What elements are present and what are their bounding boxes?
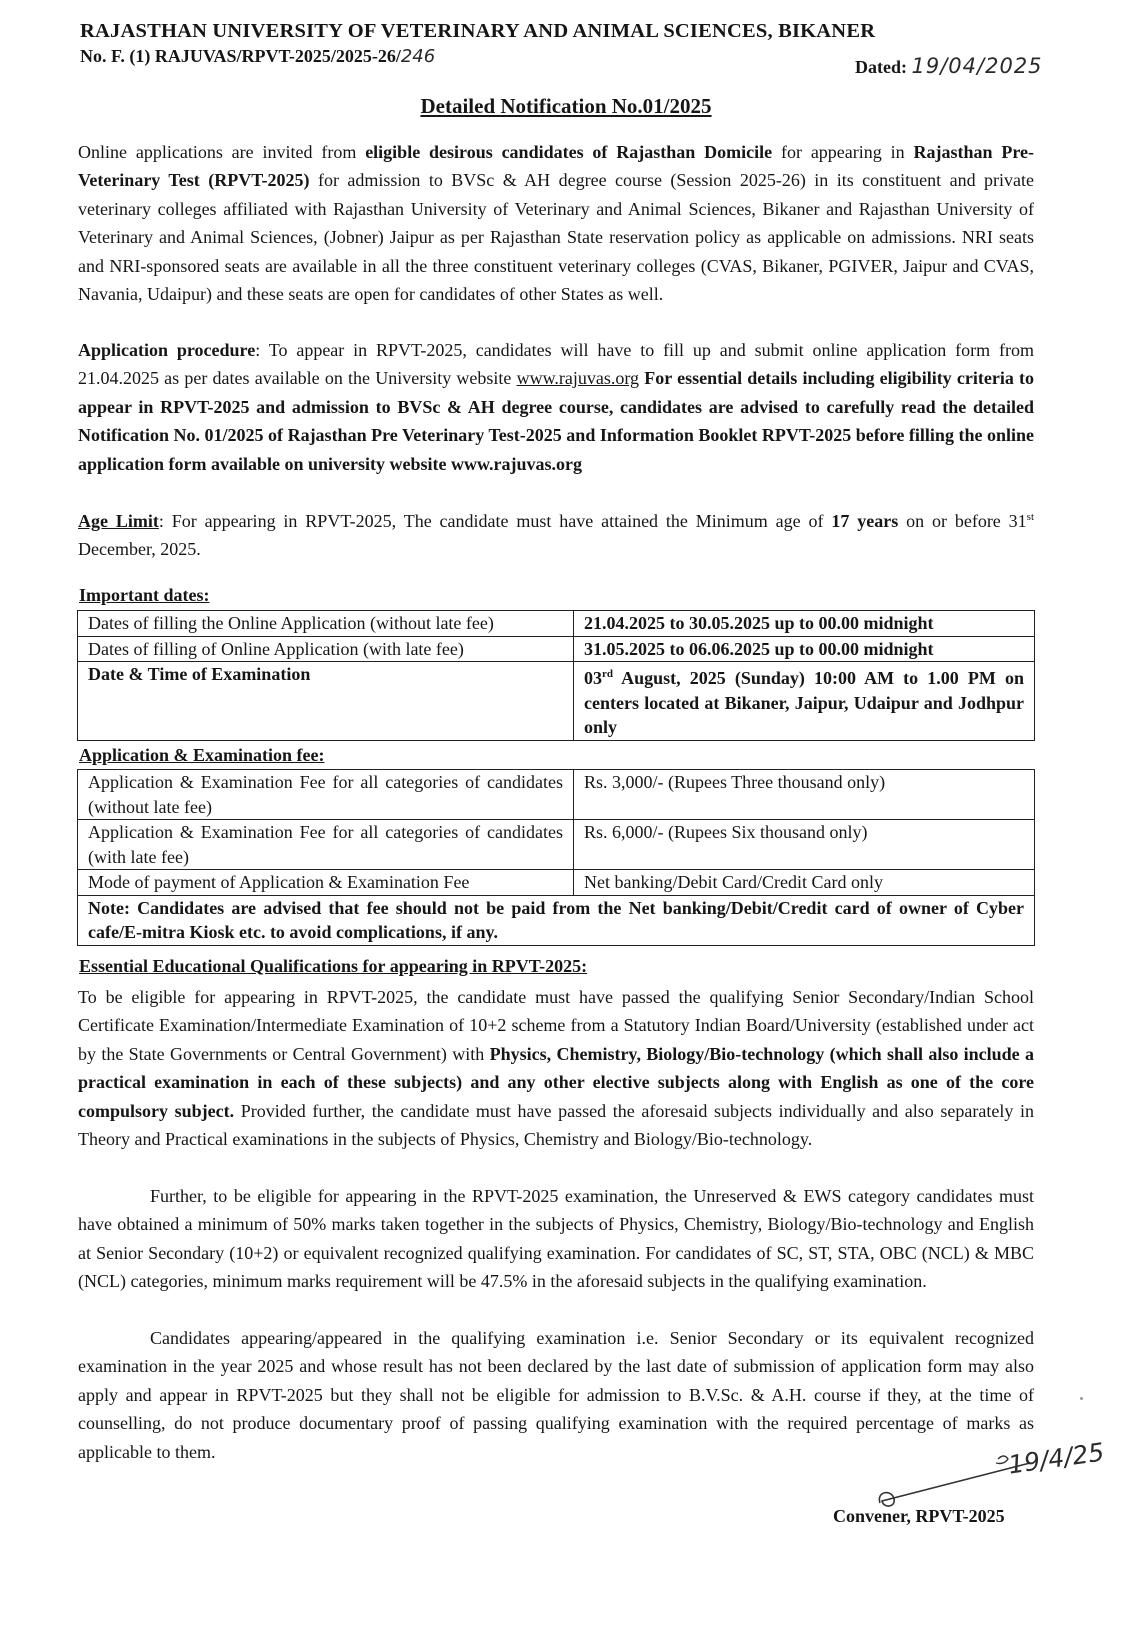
fee-label-cell: Application & Examination Fee for all categories of candidates (without late fee) <box>78 770 574 820</box>
university-website-link[interactable]: www.rajuvas.org <box>516 368 640 389</box>
qualification-paragraph-3: Candidates appearing/appeared in the qualifying examination i.e. Senior Secondary or its equivalent recognized examination in the year 2025 and whose result has not been declared by the last date of submission of application form may also apply and appear in RPVT-2025 but they shall not be eligible for admission to B.V.Sc. & A.H. course if they, at the time of counselling, do not produce documentary proof of passing qualifying examination with the required percentage of marks as applicable to them. <box>78 1328 1034 1462</box>
intro-bold-2: Rajasthan Pre-Veterinary Test (RPVT-2025) <box>78 142 1035 191</box>
reference-number-handwritten: 246 <box>400 46 436 67</box>
date-label-cell: Date & Time of Examination <box>78 662 574 741</box>
fee-heading: Application & Examination fee: <box>79 745 325 765</box>
age-text-2: on or before 31 <box>898 511 1027 531</box>
fee-label-cell: Application & Examination Fee for all categories of candidates (with late fee) <box>78 820 574 870</box>
application-procedure-label: Application procedure <box>78 340 256 360</box>
table-row <box>78 636 1035 662</box>
intro-text-3: for admission to BVSc & AH degree course (Session 2025-26) in its constituent and private veterinary colleges affiliated with Rajasthan University of Veterinary and Animal Sciences, Bikaner and Rajasthan University of Veterinary and Animal Sciences, (Jobner) Jaipur as per Rajasthan State reservation policy as applicable on admissions. NRI seats and NRI-sponsored seats are available in all the three constituent veterinary colleges (CVAS, Bikaner, PGIVER, Jaipur and CVAS, Navania, Udaipur) and these seats are open for candidates of other States as well. <box>78 170 1034 305</box>
age-limit-label: Age Limit <box>78 511 159 531</box>
exam-date-day: 03 <box>584 668 602 688</box>
notification-title: Detailed Notification No.01/2025 <box>420 94 712 118</box>
scan-speck <box>1080 1397 1083 1400</box>
age-text-1: : For appearing in RPVT-2025, The candidate must have attained the Minimum age of <box>158 511 832 531</box>
application-bold-1: For essential details including eligibility criteria to appear in RPVT-2025 and admission to BVSc & AH degree course, candidates are advised to carefully read the detailed Notification No. 01/2025 of Rajasthan Pre Veterinary Test-2025 and Information Booklet RPVT-2025 before filling the online application form available on university website www.rajuvas.org <box>78 368 1035 474</box>
fee-value-cell: Net banking/Debit Card/Credit Card only <box>574 870 1035 896</box>
reference-number-text: No. F. (1) RAJUVAS/RPVT-2025/2025-26/ <box>80 46 401 66</box>
age-text-3: December, 2025. <box>78 539 201 560</box>
qualification-text-2: Provided further, the candidate must have passed the aforesaid subjects individually and also separately in Theory and Practical examinations in the subjects of Physics, Chemistry and Biology/Bio-technology. <box>78 1100 1034 1150</box>
fee-value-cell: Rs. 6,000/- (Rupees Six thousand only) <box>574 820 1035 870</box>
fee-label-cell: Mode of payment of Application & Examination Fee <box>78 870 574 896</box>
exam-date-superscript: rd <box>602 668 613 680</box>
dated-label: Dated: <box>855 57 907 77</box>
important-dates-table <box>77 610 1035 741</box>
intro-bold-1: eligible desirous candidates of Rajasthan Domicile <box>365 142 773 162</box>
reference-number <box>80 46 435 67</box>
fee-note-cell: Note: Candidates are advised that fee should not be paid from the Net banking/Debit/Credit card of owner of Cyber cafe/E-mitra Kiosk etc. to avoid complications, if any. <box>78 895 1035 945</box>
date-label-cell: Dates of filling of Online Application (with late fee) <box>78 636 574 662</box>
qualification-paragraph-2: Further, to be eligible for appearing in the RPVT-2025 examination, the Unreserved & EWS category candidates must have obtained a minimum of 50% marks taken together in the subjects of Physics, Chemistry, Biology/Bio-technology and English at Senior Secondary (10+2) or equivalent recognized qualifying examination. For candidates of SC, ST, STA, OBC (NCL) & MBC (NCL) categories, minimum marks requirement will be 47.5% in the aforesaid subjects in the qualifying examination. <box>78 1186 1034 1292</box>
table-row <box>78 870 1035 896</box>
qualification-bold-1: Physics, Chemistry, Biology/Bio-technology (which shall also include a practical examination in each of these subjects) and any other elective subjects along with English as one of the core compulsory subject. <box>78 1043 1035 1121</box>
convener-designation: Convener, RPVT-2025 <box>833 1506 1005 1526</box>
date-value-cell: 31.05.2025 to 06.06.2025 up to 00.00 midnight <box>574 636 1035 662</box>
application-procedure-paragraph <box>78 336 1034 478</box>
intro-text-2: for appearing in <box>772 142 914 162</box>
dated-line <box>855 54 1043 78</box>
qualification-paragraph-1 <box>78 983 1034 1153</box>
table-row <box>78 895 1035 945</box>
table-row <box>78 770 1035 820</box>
dated-handwritten: 19/04/2025 <box>911 54 1043 78</box>
age-bold-years: 17 years <box>831 511 899 531</box>
intro-text-1: Online applications are invited from <box>78 142 366 162</box>
age-superscript: st <box>1026 511 1035 523</box>
table-row <box>78 820 1035 870</box>
intro-paragraph <box>78 138 1034 308</box>
exam-date-rest: August, 2025 (Sunday) 10:00 AM to 1.00 PM on centers located at Bikaner, Jaipur, Udaipur and Jodhpur only <box>584 668 1024 737</box>
date-value-cell <box>574 662 1035 741</box>
table-row <box>78 662 1035 741</box>
qualification-text-1: To be eligible for appearing in RPVT-2025, the candidate must have passed the qualifying Senior Secondary/Indian School Certificate Examination/Intermediate Examination of 10+2 scheme from a Statutory Indian Board/University (established under act by the State Governments or Central Government) with <box>78 987 1034 1064</box>
qualification-heading-colon: : <box>581 956 588 976</box>
qualification-heading <box>79 956 587 977</box>
date-label-cell: Dates of filling the Online Application (without late fee) <box>78 611 574 637</box>
table-row <box>78 611 1035 637</box>
important-dates-heading: Important dates: <box>79 585 210 605</box>
university-name: RAJASTHAN UNIVERSITY OF VETERINARY AND ANIMAL SCIENCES, BIKANER <box>80 20 876 42</box>
application-text-1: : To appear in RPVT-2025, candidates will have to fill up and submit online application form from 21.04.2025 as per dates available on the University website <box>78 340 1034 389</box>
qualification-heading-text: Essential Educational Qualifications for appearing in RPVT-2025 <box>79 956 582 976</box>
fee-table <box>77 769 1035 946</box>
signature-date-handwritten: 19/4/25 <box>1006 1437 1106 1480</box>
date-value-cell: 21.04.2025 to 30.05.2025 up to 00.00 midnight <box>574 611 1035 637</box>
fee-value-cell: Rs. 3,000/- (Rupees Three thousand only) <box>574 770 1035 820</box>
age-limit-paragraph <box>78 503 1034 564</box>
